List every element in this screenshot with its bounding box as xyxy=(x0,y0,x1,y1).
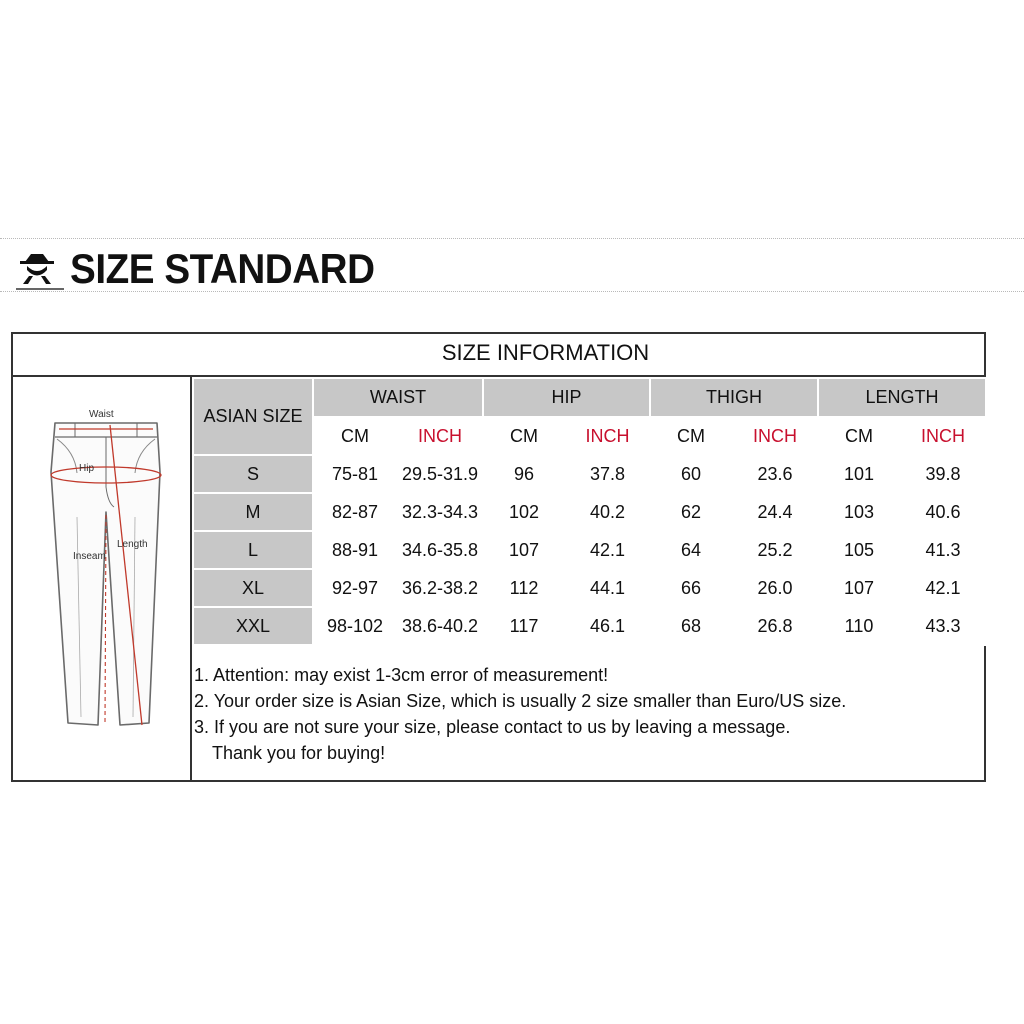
value-cell-thigh-cm: 60 xyxy=(650,455,732,493)
value-cell-thigh-in: 26.0 xyxy=(732,569,818,607)
value-cell-hip-cm: 96 xyxy=(483,455,565,493)
value-cell-waist-cm: 82-87 xyxy=(313,493,397,531)
pants-diagram xyxy=(13,377,192,780)
size-cell: L xyxy=(193,531,313,569)
value-cell-hip-in: 42.1 xyxy=(565,531,650,569)
value-cell-length-in: 42.1 xyxy=(900,569,986,607)
asian-size-header: ASIAN SIZE xyxy=(193,378,313,455)
page-title: SIZE STANDARD xyxy=(70,245,375,292)
value-cell-waist-cm: 88-91 xyxy=(313,531,397,569)
value-cell-length-cm: 101 xyxy=(818,455,900,493)
size-cell: M xyxy=(193,493,313,531)
value-cell-hip-cm: 117 xyxy=(483,607,565,645)
value-cell-waist-cm: 98-102 xyxy=(313,607,397,645)
value-cell-hip-in: 44.1 xyxy=(565,569,650,607)
value-cell-length-in: 40.6 xyxy=(900,493,986,531)
header-dotted-rule xyxy=(0,291,1024,292)
diagram-label-waist: Waist xyxy=(89,409,114,420)
unit-header-cm: CM xyxy=(818,417,900,455)
value-cell-waist-in: 34.6-35.8 xyxy=(397,531,483,569)
top-dotted-rule xyxy=(0,238,1024,239)
unit-header-cm: CM xyxy=(313,417,397,455)
unit-header-cm: CM xyxy=(483,417,565,455)
value-cell-hip-in: 37.8 xyxy=(565,455,650,493)
table-row xyxy=(193,607,986,645)
value-cell-length-in: 41.3 xyxy=(900,531,986,569)
value-cell-waist-in: 29.5-31.9 xyxy=(397,455,483,493)
group-header-thigh: THIGH xyxy=(650,378,818,417)
value-cell-hip-in: 40.2 xyxy=(565,493,650,531)
value-cell-length-cm: 107 xyxy=(818,569,900,607)
value-cell-waist-cm: 92-97 xyxy=(313,569,397,607)
table-row xyxy=(193,455,986,493)
header xyxy=(14,244,1014,292)
value-cell-hip-cm: 102 xyxy=(483,493,565,531)
value-cell-length-cm: 103 xyxy=(818,493,900,531)
value-cell-thigh-in: 24.4 xyxy=(732,493,818,531)
diagram-label-inseam: Inseam xyxy=(73,551,106,562)
value-cell-waist-in: 36.2-38.2 xyxy=(397,569,483,607)
unit-header-cm: CM xyxy=(650,417,732,455)
table-row xyxy=(193,493,986,531)
table-row xyxy=(193,569,986,607)
note-2: 2. Your order size is Asian Size, which is usually 2 size smaller than Euro/US size. xyxy=(194,691,847,711)
size-rows xyxy=(193,455,986,645)
value-cell-thigh-in: 23.6 xyxy=(732,455,818,493)
value-cell-thigh-in: 25.2 xyxy=(732,531,818,569)
value-cell-waist-in: 32.3-34.3 xyxy=(397,493,483,531)
value-cell-waist-in: 38.6-40.2 xyxy=(397,607,483,645)
value-cell-hip-cm: 107 xyxy=(483,531,565,569)
value-cell-thigh-cm: 68 xyxy=(650,607,732,645)
value-cell-thigh-cm: 62 xyxy=(650,493,732,531)
value-cell-length-in: 43.3 xyxy=(900,607,986,645)
hat-man-logo-icon xyxy=(14,248,70,292)
value-cell-length-in: 39.8 xyxy=(900,455,986,493)
value-cell-waist-cm: 75-81 xyxy=(313,455,397,493)
unit-header-inch: INCH xyxy=(900,417,986,455)
value-cell-length-cm: 110 xyxy=(818,607,900,645)
unit-header-inch: INCH xyxy=(397,417,483,455)
note-3: 3. If you are not sure your size, please contact to us by leaving a message. xyxy=(194,717,791,737)
diagram-label-length: Length xyxy=(117,539,148,550)
notes xyxy=(194,662,974,766)
size-cell: S xyxy=(193,455,313,493)
unit-header-inch: INCH xyxy=(565,417,650,455)
size-cell: XL xyxy=(193,569,313,607)
value-cell-hip-in: 46.1 xyxy=(565,607,650,645)
note-1: 1. Attention: may exist 1-3cm error of measurement! xyxy=(194,665,609,685)
unit-header-inch: INCH xyxy=(732,417,818,455)
value-cell-thigh-in: 26.8 xyxy=(732,607,818,645)
table-row xyxy=(193,531,986,569)
size-cell: XXL xyxy=(193,607,313,645)
value-cell-hip-cm: 112 xyxy=(483,569,565,607)
thanks-note: Thank you for buying! xyxy=(212,743,386,763)
diagram-label-hip: Hip xyxy=(79,463,95,474)
group-header-waist: WAIST xyxy=(313,378,483,417)
size-info-title: SIZE INFORMATION xyxy=(441,340,650,365)
value-cell-thigh-cm: 64 xyxy=(650,531,732,569)
size-table xyxy=(192,377,987,646)
value-cell-length-cm: 105 xyxy=(818,531,900,569)
value-cell-thigh-cm: 66 xyxy=(650,569,732,607)
group-header-length: LENGTH xyxy=(818,378,986,417)
group-header-hip: HIP xyxy=(483,378,650,417)
pants-diagram-icon xyxy=(13,377,190,780)
